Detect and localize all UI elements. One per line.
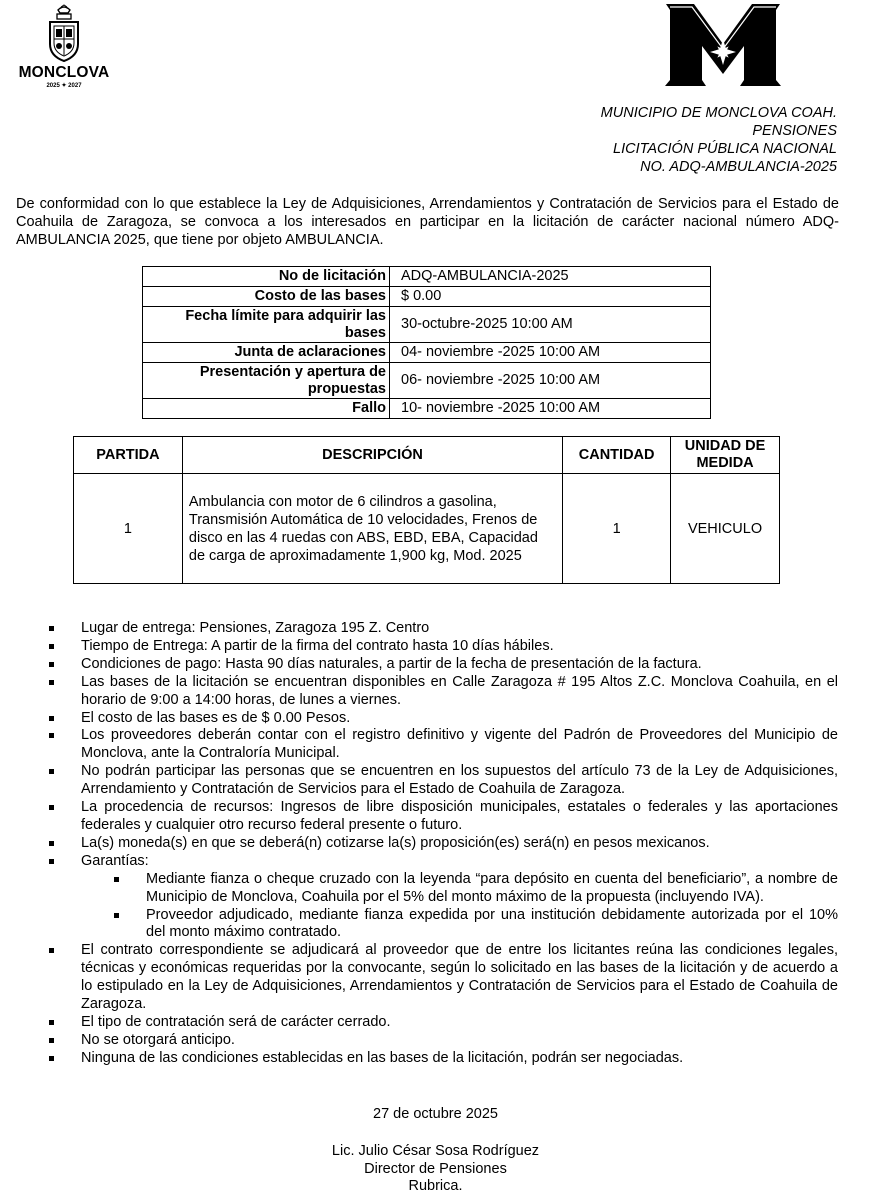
list-item: No se otorgará anticipo.: [0, 1032, 871, 1050]
bullet-icon: [49, 841, 54, 846]
info-label: No de licitación: [143, 267, 390, 287]
col-header-cantidad: CANTIDAD: [563, 437, 671, 474]
document-header: [601, 104, 837, 176]
bullet-icon: [49, 662, 54, 667]
list-item: La(s) moneda(s) en que se deberá(n) cotizarse la(s) proposición(es) será(n) en pesos mexicanos.: [0, 835, 871, 853]
bullet-icon: [49, 948, 54, 953]
table-row: [143, 307, 711, 343]
info-label: Costo de las bases: [143, 287, 390, 307]
list-item: El contrato correspondiente se adjudicará al proveedor que de entre los licitantes reúna las condiciones legales, técnicas y económicas requeridas por la convocante, según lo solicitado en las bases de la licitación y de acuerdo a lo estipulado en la Ley de Adquisiciones, Arrendamientos y Contratación de Servicios para el Estado de Coahuila de Zaragoza.: [0, 942, 871, 1014]
items-table: [73, 436, 780, 584]
signature-note: Rubrica.: [408, 1178, 463, 1194]
bullet-icon: [114, 877, 119, 882]
intro-paragraph: De conformidad con lo que establece la Ley de Adquisiciones, Arrendamientos y Contratación de Servicios para el Estado de Coahuila de Zaragoza, se convoca a los interesados en participar en la licitación de carácter nacional número ADQ-AMBULANCIA 2025, que tiene por objeto AMBULANCIA.: [16, 196, 839, 249]
crest-icon: [46, 4, 82, 62]
list-item: Los proveedores deberán contar con el registro definitivo y vigente del Padrón de Proveedores del Municipio de Monclova, ante la Contraloría Municipal.: [0, 727, 871, 763]
bullet-icon: [49, 769, 54, 774]
list-item: Las bases de la licitación se encuentran disponibles en Calle Zaragoza # 195 Altos Z.C. Monclova Coahuila, en el horario de 9:00 a 14:00 horas, de lunes a viernes.: [0, 674, 871, 710]
table-row: [143, 267, 711, 287]
list-item: Condiciones de pago: Hasta 90 días naturales, a partir de la fecha de presentación de la factura.: [0, 656, 871, 674]
sub-list-item: Proveedor adjudicado, mediante fianza expedida por una institución debidamente autorizada por el 10% del monto máximo contratado.: [0, 907, 871, 943]
signer-title: Director de Pensiones: [364, 1160, 507, 1177]
bullet-icon: [49, 680, 54, 685]
list-item: La procedencia de recursos: Ingresos de libre disposición municipales, estatales o federales y las aportaciones federales y cualquier otro recurso federal presente o futuro.: [0, 799, 871, 835]
bullet-icon: [49, 1056, 54, 1061]
list-item: El costo de las bases es de $ 0.00 Pesos.: [0, 710, 871, 728]
info-label: Fecha límite para adquirir las bases: [143, 307, 390, 343]
bullet-icon: [49, 626, 54, 631]
sub-list-item: Mediante fianza o cheque cruzado con la leyenda “para depósito en cuenta del beneficiario”, a nombre de Municipio de Monclova, Coahuila por el 5% del monto máximo de la propuesta (incluyendo IVA).: [0, 871, 871, 907]
table-header-row: [74, 437, 780, 474]
bullet-icon: [114, 913, 119, 918]
info-label: Presentación y apertura de propuestas: [143, 363, 390, 399]
table-row: [143, 399, 711, 419]
list-item: Lugar de entrega: Pensiones, Zaragoza 195 Z. Centro: [0, 620, 871, 638]
m-star-logo-icon: [664, 2, 782, 88]
header-tender-type: LICITACIÓN PÚBLICA NACIONAL: [613, 141, 837, 157]
cell-partida: 1: [74, 474, 183, 584]
list-item: Tiempo de Entrega: A partir de la firma del contrato hasta 10 días hábiles.: [0, 638, 871, 656]
info-value: ADQ-AMBULANCIA-2025: [390, 267, 711, 287]
info-label: Fallo: [143, 399, 390, 419]
header-department: PENSIONES: [752, 123, 837, 139]
info-value: 04- noviembre -2025 10:00 AM: [390, 343, 711, 363]
cell-descripcion: Ambulancia con motor de 6 cilindros a gasolina, Transmisión Automática de 10 velocidades, Frenos de disco en las 4 ruedas con ABS, EBD, EBA, Capacidad de carga de aproximadamente 1,900 kg, Mod. 2025: [182, 474, 562, 584]
signature-block: [0, 1143, 871, 1196]
info-value: 06- noviembre -2025 10:00 AM: [390, 363, 711, 399]
bullet-icon: [49, 859, 54, 864]
table-row: [143, 287, 711, 307]
monclova-logo: [14, 4, 114, 88]
conditions-list: [0, 620, 871, 1068]
info-value: 10- noviembre -2025 10:00 AM: [390, 399, 711, 419]
logo-wordmark: MONCLOVA: [18, 64, 110, 81]
header-municipality: MUNICIPIO DE MONCLOVA COAH.: [600, 105, 837, 121]
bullet-icon: [49, 1038, 54, 1043]
header-tender-number: NO. ADQ-AMBULANCIA-2025: [640, 159, 837, 175]
col-header-descripcion: DESCRIPCIÓN: [182, 437, 562, 474]
bullet-icon: [49, 1020, 54, 1025]
document-date: 27 de octubre 2025: [373, 1106, 498, 1122]
info-label: Junta de aclaraciones: [143, 343, 390, 363]
info-value: $ 0.00: [390, 287, 711, 307]
tender-info-table: [142, 266, 711, 419]
list-item: Ninguna de las condiciones establecidas en las bases de la licitación, podrán ser negociadas.: [0, 1050, 871, 1068]
logo-years: 2025 ✦ 2027: [46, 83, 82, 89]
list-item: No podrán participar las personas que se encuentren en los supuestos del artículo 73 de la Ley de Adquisiciones, Arrendamiento y Contratación de Servicios para el Estado de Coahuila de Zaragoza.: [0, 763, 871, 799]
table-row: [143, 343, 711, 363]
bullet-icon: [49, 733, 54, 738]
cell-unidad: VEHICULO: [671, 474, 780, 584]
list-item: Garantías:: [0, 853, 871, 871]
table-row: [143, 363, 711, 399]
signer-name: Lic. Julio César Sosa Rodríguez: [331, 1143, 540, 1159]
bullet-icon: [49, 644, 54, 649]
bullet-icon: [49, 716, 54, 721]
table-row: [74, 474, 780, 584]
cell-cantidad: 1: [563, 474, 671, 584]
col-header-unidad: UNIDAD DE MEDIDA: [671, 437, 780, 474]
list-item: El tipo de contratación será de carácter cerrado.: [0, 1014, 871, 1032]
bullet-icon: [49, 805, 54, 810]
col-header-partida: PARTIDA: [74, 437, 183, 474]
info-value: 30-octubre-2025 10:00 AM: [390, 307, 711, 343]
